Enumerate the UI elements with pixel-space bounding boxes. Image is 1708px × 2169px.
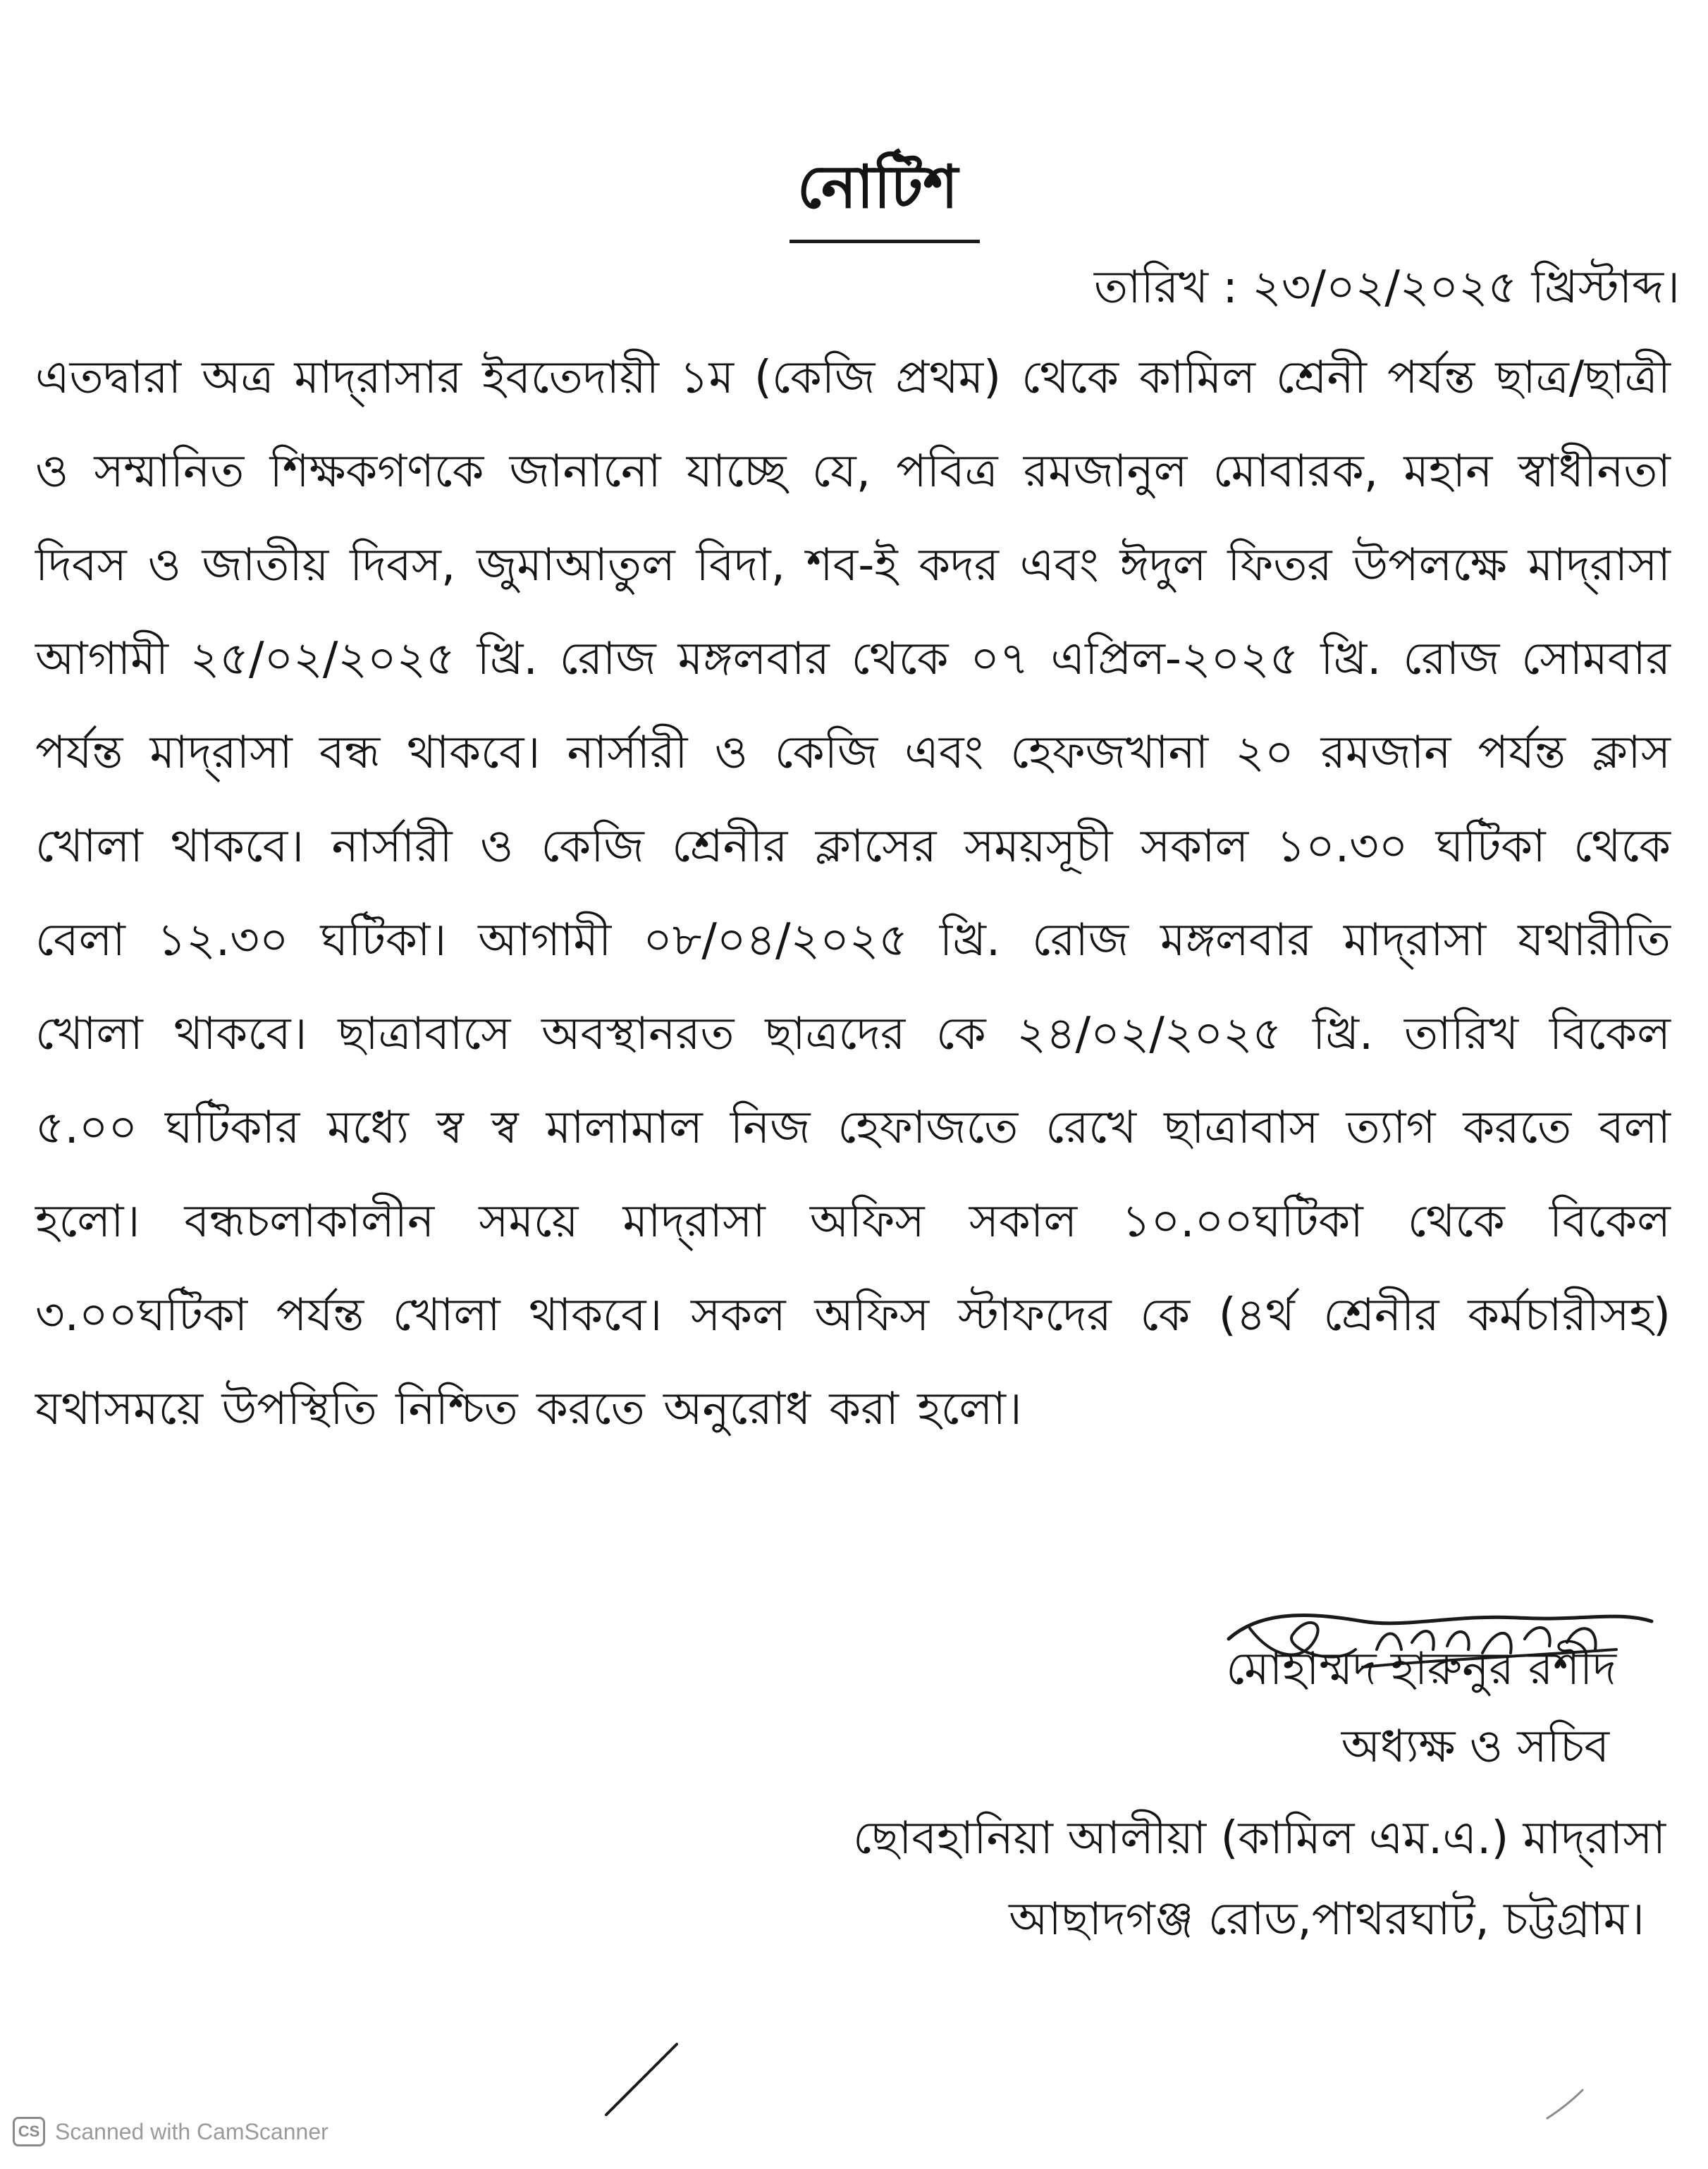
notice-body: এতদ্বারা অত্র মাদ্‌রাসার ইবতেদায়ী ১ম (কেজি প্রথম) থেকে কামিল শ্রেনী পর্যন্ত ছাত্র/ছাত্রী ও সম্মানিত শিক্ষকগণকে জানানো যাচ্ছে যে, পবিত্র রমজানুল মোবারক, মহান স্বাধীনতা দিবস ও জাতীয় দিবস, জুমাআতুল বিদা, শব-ই কদর এবং ঈদুল ফিতর উপলক্ষে মাদ্‌রাসা আগামী ২৫/০২/২০২৫ খ্রি. রোজ মঙ্গলবার থেকে ০৭ এপ্রিল-২০২৫ খ্রি. রোজ সোমবার পর্যন্ত মাদ্‌রাসা বন্ধ থাকবে। নার্সারী ও কেজি এবং হেফজখানা ২০ রমজান পর্যন্ত ক্লাস খোলা থাকবে। নার্সারী ও কেজি শ্রেনীর ক্লাসের সময়সূচী সকাল ১০.৩০ ঘটিকা থেকে বেলা ১২.৩০ ঘটিকা। আগামী ০৮/০৪/২০২৫ খ্রি. রোজ মঙ্গলবার মাদ্‌রাসা যথারীতি খোলা থাকবে। ছাত্রাবাসে অবস্থানরত ছাত্রদের কে ২৪/০২/২০২৫ খ্রি. তারিখ বিকেল ৫.০০ ঘটিকার মধ্যে স্ব স্ব মালামাল নিজ হেফাজতে রেখে ছাত্রাবাস ত্যাগ করতে বলা হলো। বন্ধচলাকালীন সময়ে মাদ্‌রাসা অফিস সকাল ১০.০০ঘটিকা থেকে বিকেল ৩.০০ঘটিকা পর্যন্ত খোলা থাকবে। সকল অফিস স্টাফদের কে (৪র্থ শ্রেনীর কর্মচারীসহ) যথাসময়ে উপস্থিতি নিশ্চিত করতে অনুরোধ করা হলো। xyxy=(35,352,1671,1435)
title-underline xyxy=(790,240,980,243)
signatory-name: মোহাম্মদ হারুনুর রশীদ xyxy=(1226,1643,1616,1695)
camscanner-logo-icon: CS xyxy=(13,2117,45,2146)
pen-stroke-mark xyxy=(599,2037,684,2122)
signature-block xyxy=(679,1600,1666,1967)
institution-address: আছাদগঞ্জ রোড,পাথরঘাট, চট্টগ্রাম। xyxy=(1009,1893,1645,1946)
notice-title: নোটিশ xyxy=(797,152,959,221)
signatory-role: অধ্যক্ষ ও সচিব xyxy=(1341,1721,1609,1773)
scanner-label: Scanned with CamScanner xyxy=(55,2118,328,2144)
notice-date: তারিখ : ২৩/০২/২০২৫ খ্রিস্টাব্দ। xyxy=(1093,262,1680,314)
pen-stroke-mark xyxy=(1544,2087,1586,2122)
institution-name: ছোবহানিয়া আলীয়া (কামিল এম.এ.) মাদ্‌রাসা xyxy=(853,1812,1666,1864)
scanner-watermark xyxy=(13,2115,328,2149)
